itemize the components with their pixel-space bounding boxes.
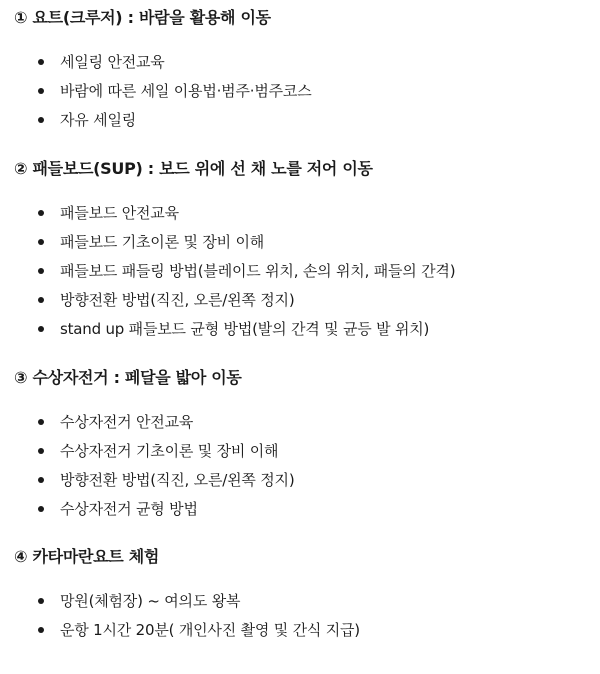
bullet-icon bbox=[38, 117, 44, 123]
bullet-icon bbox=[38, 210, 44, 216]
bullet-icon bbox=[38, 598, 44, 604]
list-item-text: 방향전환 방법(직진, 오른/왼쪽 정지) bbox=[60, 471, 295, 489]
bullet-icon bbox=[38, 268, 44, 274]
list-item bbox=[14, 290, 455, 319]
list-item bbox=[14, 203, 455, 232]
section-list bbox=[14, 412, 295, 528]
section-yacht bbox=[14, 8, 311, 139]
section-water-bike bbox=[14, 368, 295, 528]
bullet-icon bbox=[38, 297, 44, 303]
list-item bbox=[14, 620, 360, 649]
list-item bbox=[14, 232, 455, 261]
list-item bbox=[14, 470, 295, 499]
section-title: ① 요트(크루저) : 바람을 활용해 이동 bbox=[14, 8, 271, 27]
bullet-icon bbox=[38, 506, 44, 512]
list-item-text: 수상자전거 기초이론 및 장비 이해 bbox=[60, 442, 279, 460]
bullet-icon bbox=[38, 448, 44, 454]
section-list bbox=[14, 203, 455, 348]
bullet-icon bbox=[38, 88, 44, 94]
section-title: ③ 수상자전거 : 페달을 밟아 이동 bbox=[14, 368, 242, 387]
list-item bbox=[14, 81, 311, 110]
bullet-icon bbox=[38, 239, 44, 245]
section-title: ④ 카타마란요트 체험 bbox=[14, 547, 160, 566]
section-list bbox=[14, 591, 360, 649]
section-title: ② 패들보드(SUP) : 보드 위에 선 채 노를 저어 이동 bbox=[14, 159, 373, 178]
list-item-text: 패들보드 기초이론 및 장비 이해 bbox=[60, 233, 265, 251]
list-item-text: 바람에 따른 세일 이용법·범주·범주코스 bbox=[60, 82, 312, 100]
list-item bbox=[14, 261, 455, 290]
list-item bbox=[14, 319, 455, 348]
list-item-text: 패들보드 안전교육 bbox=[60, 204, 179, 222]
bullet-icon bbox=[38, 419, 44, 425]
bullet-icon bbox=[38, 477, 44, 483]
bullet-icon bbox=[38, 326, 44, 332]
list-item bbox=[14, 441, 295, 470]
list-item bbox=[14, 52, 311, 81]
list-item bbox=[14, 110, 311, 139]
list-item-text: 방향전환 방법(직진, 오른/왼쪽 정지) bbox=[60, 291, 295, 309]
list-item-text: stand up 패들보드 균형 방법(발의 간격 및 균등 발 위치) bbox=[60, 320, 430, 338]
bullet-icon bbox=[38, 627, 44, 633]
list-item bbox=[14, 591, 360, 620]
section-catamaran bbox=[14, 547, 360, 649]
bullet-icon bbox=[38, 59, 44, 65]
list-item-text: 수상자전거 균형 방법 bbox=[60, 500, 198, 518]
list-item-text: 패들보드 패들링 방법(블레이드 위치, 손의 위치, 패들의 간격) bbox=[60, 262, 456, 280]
list-item-text: 운항 1시간 20분( 개인사진 촬영 및 간식 지급) bbox=[60, 621, 360, 639]
section-paddleboard bbox=[14, 159, 455, 348]
list-item-text: 세일링 안전교육 bbox=[60, 53, 165, 71]
list-item bbox=[14, 412, 295, 441]
section-list bbox=[14, 52, 311, 139]
list-item bbox=[14, 499, 295, 528]
list-item-text: 수상자전거 안전교육 bbox=[60, 413, 194, 431]
list-item-text: 자유 세일링 bbox=[60, 111, 137, 129]
list-item-text: 망원(체험장) ~ 여의도 왕복 bbox=[60, 592, 241, 610]
